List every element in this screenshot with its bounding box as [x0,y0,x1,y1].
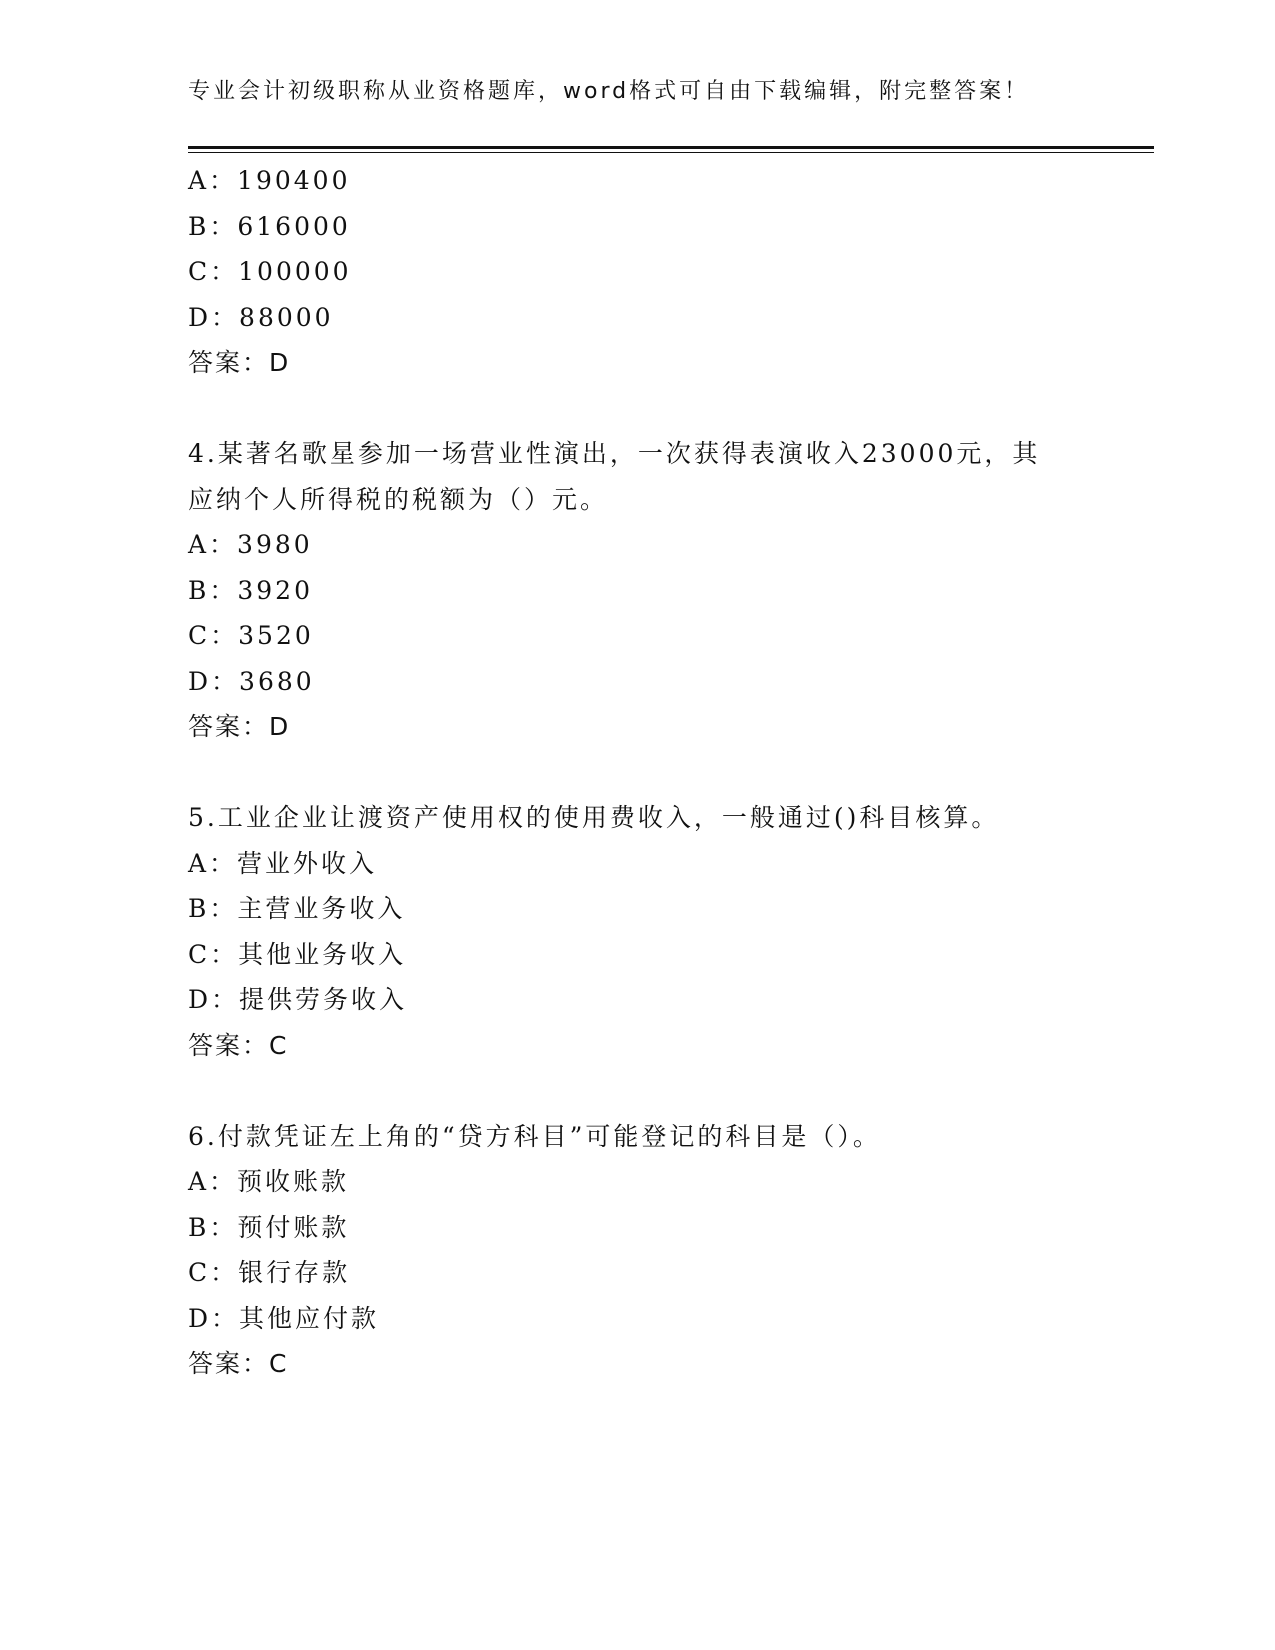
question-stem-continued: 应纳个人所得税的税额为（）元。 [188,484,609,514]
answer: 答案：C [188,1349,289,1378]
option-a: A：190400 [188,166,351,195]
option-c: C：100000 [188,257,352,286]
header-rule-thick [188,146,1154,149]
question-3 [188,158,1088,386]
option-c: C：银行存款 [188,1258,351,1287]
answer: 答案：D [188,712,291,741]
option-b: B：616000 [188,211,351,241]
option-b: B：预付账款 [188,1212,350,1242]
question-4 [188,431,1088,750]
option-b: B：3920 [188,575,313,605]
option-d: D：3680 [188,666,315,696]
question-stem: 4.某著名歌星参加一场营业性演出，一次获得表演收入23000元，其 [188,439,1041,468]
question-stem: 5.工业企业让渡资产使用权的使用费收入，一般通过()科目核算。 [188,803,1000,832]
option-d: D：其他应付款 [188,1303,380,1333]
page-header: 专业会计初级职称从业资格题库，word格式可自由下载编辑，附完整答案！ [188,79,1030,104]
header-rule-thin [188,152,1154,153]
option-c: C：其他业务收入 [188,939,407,969]
answer: 答案：D [188,348,291,377]
option-d: D：88000 [188,302,334,332]
option-d: D：提供劳务收入 [188,985,408,1014]
option-b: B：主营业务收入 [188,894,406,923]
answer: 答案：C [188,1030,289,1060]
option-a: A：预收账款 [188,1167,350,1196]
question-stem: 6.付款凭证左上角的“贷方科目”可能登记的科目是（）。 [188,1121,881,1151]
option-a: A：3980 [188,530,313,559]
option-c: C：3520 [188,621,314,650]
question-5 [188,795,1088,1068]
option-a: A：营业外收入 [188,848,378,878]
question-6 [188,1114,1088,1387]
question-list [188,158,1088,1387]
